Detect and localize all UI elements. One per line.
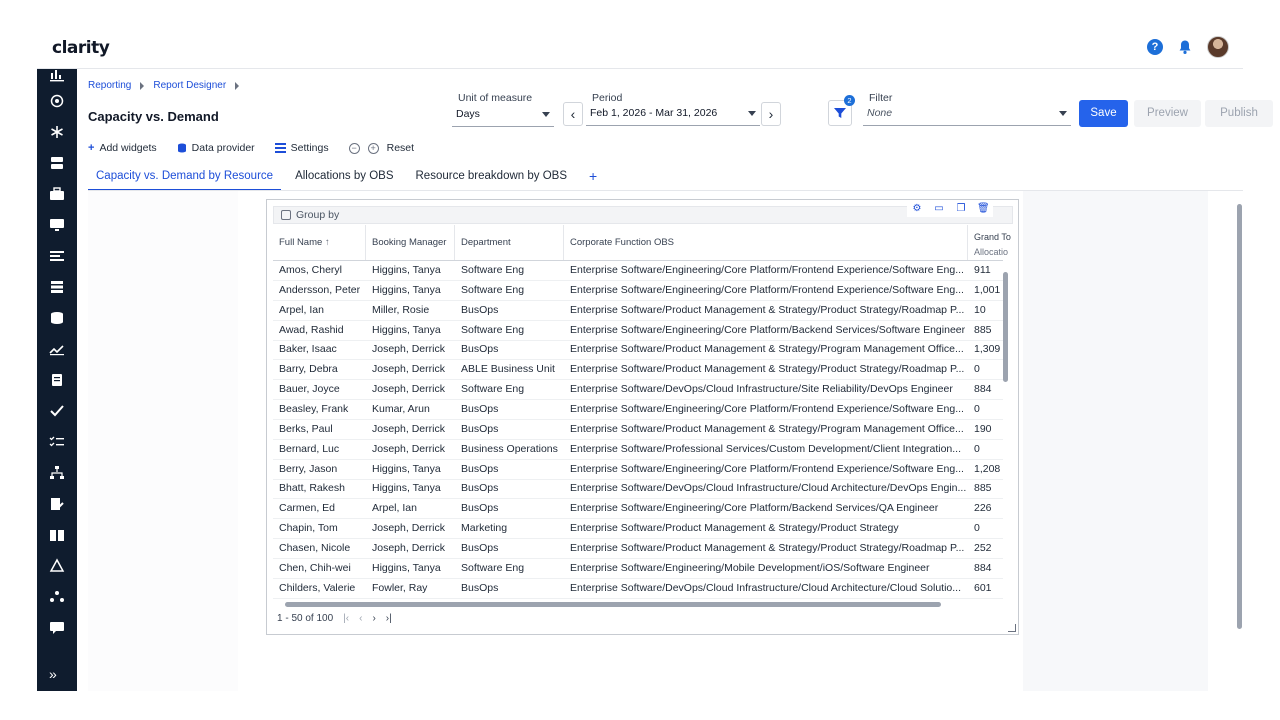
funnel-icon [834, 107, 846, 119]
checklist-icon[interactable] [49, 435, 65, 449]
column-header-booking-manager[interactable]: Booking Manager [366, 225, 455, 260]
cell-booking-manager: Higgins, Tanya [372, 462, 441, 475]
prev-page-icon[interactable]: ‹ [359, 613, 363, 624]
cell-grand-total: 884 [974, 383, 992, 396]
cell-department: BusOps [461, 541, 499, 554]
group-by-icon [281, 210, 291, 220]
table-row[interactable] [273, 380, 1003, 400]
cell-grand-total: 252 [974, 541, 992, 554]
message-icon[interactable] [49, 621, 65, 635]
cell-department: BusOps [461, 581, 499, 594]
cell-corporate-function-obs: Enterprise Software/Engineering/Core Platform/Frontend Experience/Software Eng... [570, 264, 964, 276]
cell-full-name: Bhatt, Rakesh [279, 482, 345, 495]
cell-grand-total: 885 [974, 323, 992, 336]
cell-booking-manager: Higgins, Tanya [372, 283, 441, 296]
period-value: Feb 1, 2026 - Mar 31, 2026 [590, 107, 718, 119]
cell-booking-manager: Joseph, Derrick [372, 343, 445, 356]
table-row[interactable] [273, 420, 1003, 440]
cell-full-name: Berry, Jason [279, 462, 338, 475]
cell-department: BusOps [461, 482, 499, 495]
table-row[interactable] [273, 579, 1003, 599]
cell-full-name: Berks, Paul [279, 422, 333, 435]
database-icon[interactable] [49, 311, 65, 325]
list-settings-icon[interactable] [49, 249, 65, 263]
trend-icon[interactable] [49, 342, 65, 356]
keyboard-icon[interactable]: ▭ [934, 203, 944, 214]
table-row[interactable] [273, 519, 1003, 539]
table-row[interactable] [273, 400, 1003, 420]
pager-range: 1 - 50 of 100 [277, 613, 334, 624]
report-tabs [88, 165, 605, 191]
grand-total-label: Grand To [974, 232, 1011, 242]
reset-button[interactable] [387, 142, 414, 154]
cell-booking-manager: Joseph, Derrick [372, 522, 445, 535]
table-row[interactable] [273, 479, 1003, 499]
cell-full-name: Andersson, Peter [279, 283, 361, 296]
cell-department: Business Operations [461, 442, 558, 455]
settings-label: Settings [290, 142, 329, 154]
cell-full-name: Barry, Debra [279, 363, 338, 376]
filter-count-badge: 2 [844, 95, 855, 106]
cell-grand-total: 226 [974, 502, 992, 515]
chevron-right-icon [140, 82, 144, 90]
clarity-logo[interactable]: clarity [52, 38, 110, 58]
cell-department: Software Eng [461, 264, 525, 276]
cell-department: BusOps [461, 402, 499, 415]
people-tree-icon[interactable] [49, 590, 65, 604]
cell-booking-manager: Joseph, Derrick [372, 541, 445, 554]
cell-department: BusOps [461, 303, 499, 316]
chevron-down-icon [542, 112, 550, 117]
cell-department: BusOps [461, 343, 499, 356]
cell-booking-manager: Joseph, Derrick [372, 363, 445, 376]
add-widgets-label: Add widgets [99, 142, 157, 154]
cell-grand-total: 911 [974, 264, 991, 276]
table-row[interactable] [273, 499, 1003, 519]
table-row[interactable] [273, 360, 1003, 380]
column-header-full-name[interactable]: Full Name ↑ [273, 225, 366, 260]
avatar[interactable] [1207, 36, 1229, 58]
filter-value: None [867, 107, 893, 119]
table-row[interactable] [273, 559, 1003, 579]
cell-grand-total: 1,208 [974, 462, 1001, 475]
period-label: Period [592, 92, 623, 104]
briefcase-icon[interactable] [49, 187, 65, 201]
cell-grand-total: 0 [974, 402, 980, 415]
grid-vertical-scroll-thumb[interactable] [1003, 272, 1008, 382]
cell-department: Software Eng [461, 383, 525, 396]
filter-select[interactable] [863, 102, 1071, 126]
unit-of-measure-label: Unit of measure [458, 92, 533, 104]
cell-department: BusOps [461, 462, 499, 475]
cell-department: Software Eng [461, 283, 525, 296]
table-row[interactable] [273, 321, 1003, 341]
chevron-down-icon [748, 111, 756, 116]
cell-grand-total: 0 [974, 522, 980, 535]
publish-button[interactable]: Publish [1205, 100, 1273, 127]
check-icon[interactable] [49, 404, 65, 418]
table-row[interactable] [273, 340, 1003, 360]
cell-corporate-function-obs: Enterprise Software/Professional Services/Custom Development/Client Integration... [570, 442, 962, 455]
data-provider-button[interactable] [177, 142, 255, 154]
cell-corporate-function-obs: Enterprise Software/Product Management & Strategy/Program Management Office... [570, 422, 964, 435]
zoom-in-icon[interactable]: + [368, 143, 379, 154]
cell-corporate-function-obs: Enterprise Software/Engineering/Core Platform/Backend Services/QA Engineer [570, 502, 939, 515]
cell-full-name: Baker, Isaac [279, 343, 337, 356]
bell-icon[interactable] [1177, 39, 1193, 55]
cell-full-name: Arpel, Ian [279, 303, 324, 316]
add-tab-button[interactable]: + [589, 168, 598, 184]
cell-corporate-function-obs: Enterprise Software/Product Management & Strategy/Program Management Office... [570, 343, 964, 356]
sidebar [37, 69, 77, 691]
cell-department: ABLE Business Unit [461, 363, 555, 376]
stack-icon[interactable] [49, 280, 65, 294]
group-by-label: Group by [296, 209, 340, 221]
reset-label: Reset [386, 142, 415, 154]
canvas-margin-right [1023, 191, 1208, 691]
table-row[interactable] [273, 301, 1003, 321]
gear-icon[interactable]: ⚙ [912, 203, 922, 214]
chevron-down-icon [1059, 111, 1067, 116]
cell-booking-manager: Higgins, Tanya [372, 561, 441, 574]
cell-grand-total: 884 [974, 561, 992, 574]
resize-handle-icon[interactable] [1008, 624, 1016, 632]
cell-full-name: Chapin, Tom [279, 522, 338, 535]
cell-department: Software Eng [461, 323, 525, 336]
zoom-out-icon[interactable]: − [349, 143, 360, 154]
cell-corporate-function-obs: Enterprise Software/Product Management & Strategy/Product Strategy/Roadmap P... [570, 303, 965, 316]
widget-toolbar [907, 201, 993, 217]
cell-booking-manager: Higgins, Tanya [372, 323, 441, 336]
cell-corporate-function-obs: Enterprise Software/DevOps/Cloud Infrastructure/Site Reliability/DevOps Engineer [570, 383, 953, 396]
cell-full-name: Carmen, Ed [279, 502, 336, 515]
data-provider-icon [177, 143, 187, 154]
server-icon[interactable] [49, 156, 65, 170]
plus-icon: + [88, 142, 95, 154]
data-grid [273, 225, 1011, 603]
cell-department: Marketing [461, 522, 508, 535]
cell-department: BusOps [461, 502, 499, 515]
cell-grand-total: 885 [974, 482, 992, 495]
tab-resource-breakdown-by-obs[interactable]: Resource breakdown by OBS [415, 170, 567, 182]
unit-of-measure-value: Days [456, 108, 480, 120]
save-button[interactable]: Save [1079, 100, 1128, 127]
period-prev-button[interactable]: ‹ [563, 102, 583, 126]
window-top [37, 0, 1243, 29]
table-row[interactable] [273, 261, 1003, 281]
cell-corporate-function-obs: Enterprise Software/Product Management & Strategy/Product Strategy/Roadmap P... [570, 363, 965, 376]
table-row[interactable] [273, 539, 1003, 559]
cell-full-name: Bernard, Luc [279, 442, 340, 455]
cell-booking-manager: Miller, Rosie [372, 303, 430, 316]
cell-booking-manager: Kumar, Arun [372, 402, 430, 415]
cell-grand-total: 601 [974, 581, 992, 594]
cell-corporate-function-obs: Enterprise Software/Engineering/Core Platform/Frontend Experience/Software Eng... [570, 402, 964, 415]
cell-booking-manager: Higgins, Tanya [372, 482, 441, 495]
cell-corporate-function-obs: Enterprise Software/Product Management & Strategy/Product Strategy/Roadmap P... [570, 541, 965, 554]
cell-full-name: Beasley, Frank [279, 402, 349, 415]
canvas-scrollbar-thumb[interactable] [1237, 204, 1242, 629]
copy-icon[interactable]: ❐ [956, 203, 966, 214]
cell-booking-manager: Higgins, Tanya [372, 264, 441, 276]
column-header-department[interactable]: Department [455, 225, 564, 260]
expand-sidebar-icon[interactable]: » [49, 666, 57, 682]
column-header-corporate-function-obs[interactable]: Corporate Function OBS [564, 225, 968, 260]
cell-full-name: Amos, Cheryl [279, 264, 343, 276]
help-icon[interactable]: ? [1147, 39, 1163, 55]
asterisk-icon[interactable] [49, 125, 65, 139]
goals-icon[interactable] [49, 94, 65, 108]
monitor-icon[interactable] [49, 218, 65, 232]
cell-booking-manager: Arpel, Ian [372, 502, 417, 515]
cell-full-name: Childers, Valerie [279, 581, 356, 594]
allocation-sub-label: Allocatio [974, 247, 1009, 257]
first-page-icon[interactable]: |‹ [343, 613, 350, 624]
cell-full-name: Awad, Rashid [279, 323, 344, 336]
top-bar [37, 29, 1243, 69]
cell-grand-total: 0 [974, 442, 980, 455]
cell-grand-total: 0 [974, 363, 980, 376]
breadcrumb [88, 80, 242, 91]
cell-corporate-function-obs: Enterprise Software/Engineering/Core Platform/Frontend Experience/Software Eng... [570, 283, 964, 296]
cell-booking-manager: Fowler, Ray [372, 581, 428, 594]
settings-grid-icon [275, 143, 286, 153]
cell-corporate-function-obs: Enterprise Software/DevOps/Cloud Infrastructure/Cloud Architecture/Cloud Solutio... [570, 581, 962, 594]
filter-label: Filter [869, 92, 893, 104]
chevron-right-icon [235, 82, 239, 90]
org-tree-icon[interactable] [49, 559, 65, 573]
clipboard-icon[interactable] [49, 373, 65, 387]
unit-of-measure-select[interactable] [452, 103, 554, 127]
data-provider-label: Data provider [191, 142, 255, 154]
preview-button[interactable]: Preview [1134, 100, 1201, 127]
table-row[interactable] [273, 440, 1003, 460]
app-frame [37, 0, 1258, 720]
grid-horizontal-scroll-thumb[interactable] [285, 602, 941, 607]
grid-widget[interactable] [266, 199, 1019, 635]
cell-corporate-function-obs: Enterprise Software/Engineering/Core Platform/Frontend Experience/Software Eng... [570, 462, 964, 475]
hierarchy-icon[interactable] [49, 466, 65, 480]
cell-corporate-function-obs: Enterprise Software/Engineering/Core Platform/Backend Services/Software Engineer [570, 323, 966, 336]
canvas-margin-left [88, 191, 238, 691]
cell-grand-total: 1,001 [974, 283, 1001, 296]
book-icon[interactable] [49, 528, 65, 542]
table-row[interactable] [273, 460, 1003, 480]
next-page-icon[interactable]: › [372, 613, 376, 624]
pager [277, 613, 392, 624]
cell-grand-total: 190 [974, 422, 992, 435]
cell-corporate-function-obs: Enterprise Software/Engineering/Mobile Development/iOS/Software Engineer [570, 561, 930, 574]
cell-booking-manager: Joseph, Derrick [372, 442, 445, 455]
cell-department: BusOps [461, 422, 499, 435]
period-next-button[interactable]: › [761, 102, 781, 126]
tab-capacity-vs-demand-by-resource[interactable]: Capacity vs. Demand by Resource [88, 165, 281, 191]
add-widgets-button[interactable] [88, 142, 157, 154]
designer-toolbar [88, 142, 434, 154]
last-page-icon[interactable]: ›| [385, 613, 392, 624]
cell-booking-manager: Joseph, Derrick [372, 422, 445, 435]
cell-corporate-function-obs: Enterprise Software/DevOps/Cloud Infrastructure/Cloud Architecture/DevOps Engin... [570, 482, 967, 495]
table-row[interactable] [273, 281, 1003, 301]
cell-department: Software Eng [461, 561, 525, 574]
cell-grand-total: 10 [974, 303, 986, 316]
edit-doc-icon[interactable] [49, 497, 65, 511]
trash-icon[interactable]: 🗑 [977, 203, 990, 214]
sort-ascending-icon: ↑ [324, 237, 330, 248]
page-title: Capacity vs. Demand [88, 109, 219, 124]
cell-full-name: Bauer, Joyce [279, 383, 340, 396]
cell-booking-manager: Joseph, Derrick [372, 383, 445, 396]
tab-allocations-by-obs[interactable]: Allocations by OBS [295, 170, 394, 182]
column-header-grand-total[interactable] [968, 225, 1011, 260]
settings-button[interactable] [275, 142, 329, 154]
main-content [77, 69, 1258, 691]
group-by-bar[interactable] [273, 206, 1013, 224]
cell-grand-total: 1,309 [974, 343, 1001, 356]
cell-corporate-function-obs: Enterprise Software/Product Management & Strategy/Product Strategy [570, 522, 899, 535]
cell-full-name: Chasen, Nicole [279, 541, 351, 554]
breadcrumb-report-designer[interactable]: Report Designer [153, 80, 227, 91]
period-select[interactable] [586, 102, 760, 126]
cell-full-name: Chen, Chih-wei [279, 561, 351, 574]
breadcrumb-reporting[interactable]: Reporting [88, 80, 132, 91]
reports-icon[interactable] [49, 69, 65, 83]
